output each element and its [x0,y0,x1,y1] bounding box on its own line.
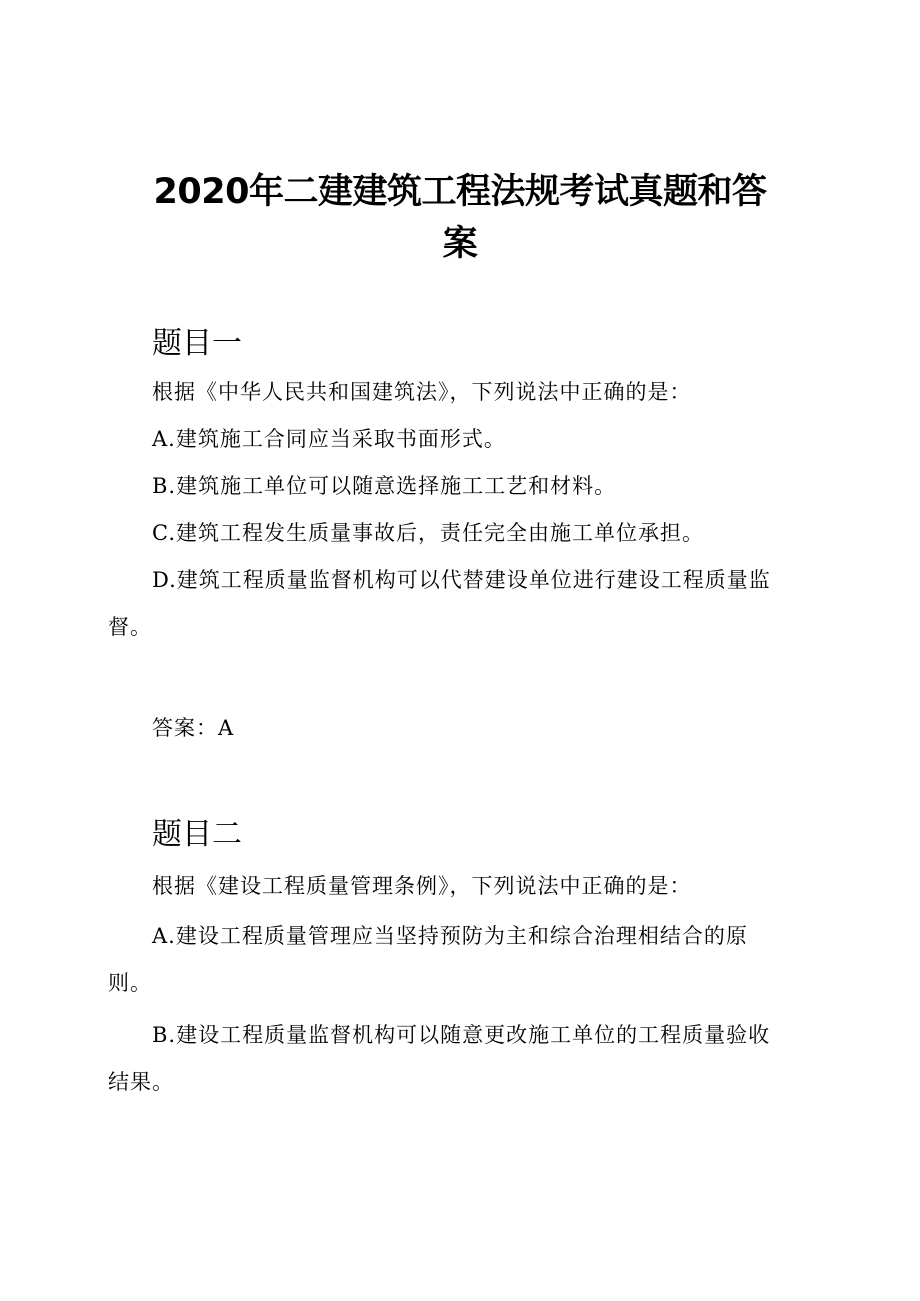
question-2-stem: 根据《建设工程质量管理条例》，下列说法中正确的是： [152,874,692,898]
document-title: 2020年二建建筑工程法规考试真题和答案 [153,172,767,264]
question-1-answer: 答案：A [152,716,235,740]
question-2-option-a-continuation: 则。 [108,971,152,995]
question-2-option-b: B.建设工程质量监督机构可以随意更改施工单位的工程质量验收 [152,1023,771,1047]
question-2-heading: 题目二 [152,817,242,852]
question-2-option-b-continuation: 结果。 [108,1070,174,1094]
question-1-stem: 根据《中华人民共和国建筑法》，下列说法中正确的是： [152,380,692,404]
question-1-option-b: B.建筑施工单位可以随意选择施工工艺和材料。 [152,474,617,498]
question-2-option-a: A.建设工程质量管理应当坚持预防为主和综合治理相结合的原 [152,924,748,948]
question-1-option-a: A.建筑施工合同应当采取书面形式。 [152,427,506,451]
question-1-option-d-continuation: 督。 [108,615,152,639]
question-1-option-d: D.建筑工程质量监督机构可以代替建设单位进行建设工程质量监 [152,568,771,592]
question-1-heading: 题目一 [152,326,242,361]
question-1-option-c: C.建筑工程发生质量事故后，责任完全由施工单位承担。 [152,521,704,545]
